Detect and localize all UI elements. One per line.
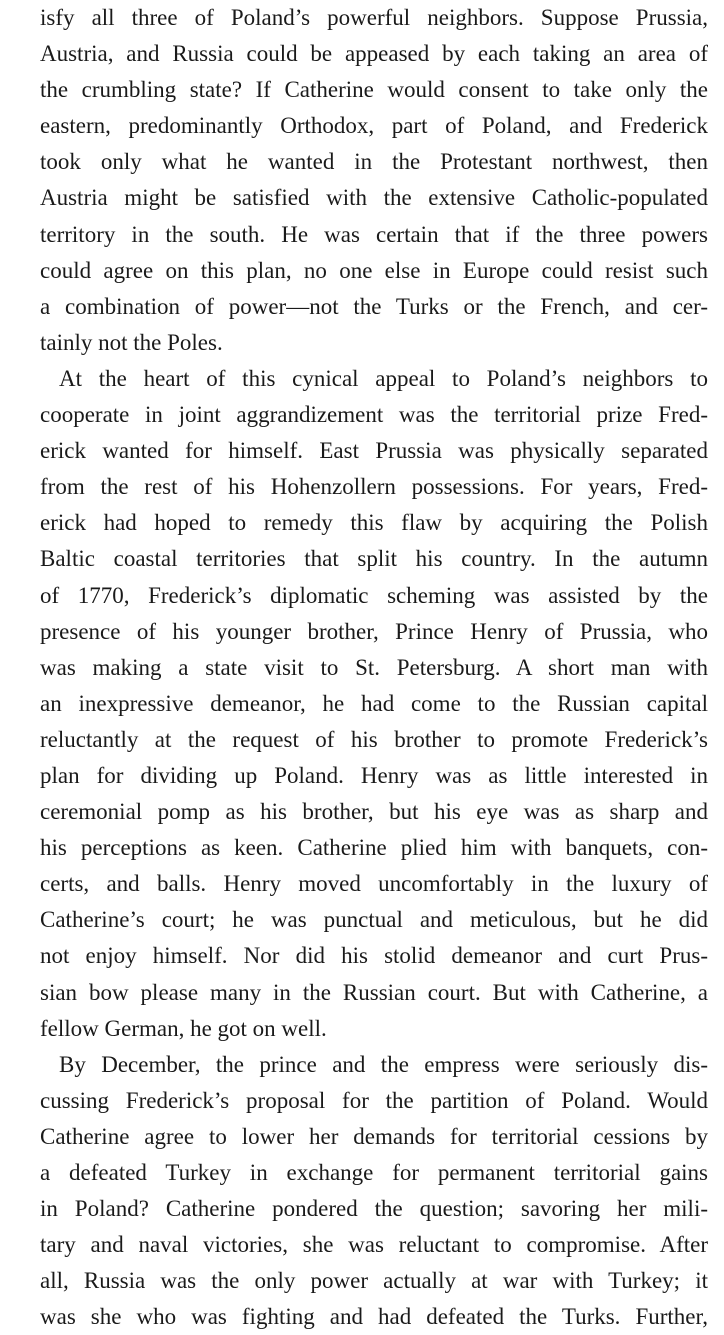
text-line: sian bow please many in the Russian court. But with Catherine, a <box>40 979 708 1005</box>
text-line: erick had hoped to remedy this flaw by acquiring the Polish <box>40 510 708 536</box>
text-line: his perceptions as keen. Catherine plied him with banquets, con- <box>40 835 708 861</box>
text-line: cussing Frederick’s proposal for the partition of Poland. Would <box>40 1087 708 1113</box>
text-line: presence of his younger brother, Prince Henry of Prussia, who <box>40 618 708 644</box>
text-line: tainly not the Poles. <box>40 329 223 355</box>
text-line: a combination of power—not the Turks or the French, and cer- <box>40 293 708 319</box>
text-line: ceremonial pomp as his brother, but his eye was as sharp and <box>40 799 708 825</box>
text-line: of 1770, Frederick’s diplomatic scheming was assisted by the <box>40 582 708 608</box>
text-line: reluctantly at the request of his brother to promote Frederick’s <box>40 726 708 752</box>
text-line: cooperate in joint aggrandizement was the territorial prize Fred- <box>40 402 708 428</box>
text-line: territory in the south. He was certain that if the three powers <box>40 221 708 247</box>
text-line: all, Russia was the only power actually at war with Turkey; it <box>40 1268 708 1294</box>
text-line: By December, the prince and the empress were seriously dis- <box>59 1051 708 1077</box>
text-line: could agree on this plan, no one else in Europe could resist such <box>40 257 708 283</box>
text-line: an inexpressive demeanor, he had come to the Russian capital <box>40 690 708 716</box>
text-line: not enjoy himself. Nor did his stolid demeanor and curt Prus- <box>40 943 708 969</box>
text-line: fellow German, he got on well. <box>40 1015 327 1041</box>
text-line: in Poland? Catherine pondered the question; savoring her mili- <box>40 1196 708 1222</box>
text-line: certs, and balls. Henry moved uncomfortably in the luxury of <box>40 871 708 897</box>
text-line: Austria, and Russia could be appeased by each taking an area of <box>40 41 708 67</box>
text-line: took only what he wanted in the Protestant northwest, then <box>40 149 708 175</box>
text-line: Baltic coastal territories that split his country. In the autumn <box>40 546 708 572</box>
text-line: Catherine’s court; he was punctual and meticulous, but he did <box>40 907 708 933</box>
text-line: a defeated Turkey in exchange for permanent territorial gains <box>40 1160 708 1185</box>
text-line: erick wanted for himself. East Prussia was physically separated <box>40 438 708 464</box>
text-line: was she who was fighting and had defeated the Turks. Further, <box>40 1304 708 1330</box>
text-line: tary and naval victories, she was reluctant to compromise. After <box>40 1232 708 1258</box>
document-page <box>40 0 708 1335</box>
text-line: Catherine agree to lower her demands for territorial cessions by <box>40 1123 708 1149</box>
text-line: Austria might be satisfied with the extensive Catholic-populated <box>40 185 708 211</box>
text-line: was making a state visit to St. Petersburg. A short man with <box>40 654 708 680</box>
text-line: the crumbling state? If Catherine would consent to take only the <box>40 77 708 103</box>
text-line: from the rest of his Hohenzollern possessions. For years, Fred- <box>40 474 708 500</box>
text-line: isfy all three of Poland’s powerful neighbors. Suppose Prussia, <box>40 5 708 30</box>
text-line: eastern, predominantly Orthodox, part of Poland, and Frederick <box>40 113 708 139</box>
text-line: At the heart of this cynical appeal to Poland’s neighbors to <box>59 365 708 391</box>
text-line: plan for dividing up Poland. Henry was as little interested in <box>40 762 708 788</box>
